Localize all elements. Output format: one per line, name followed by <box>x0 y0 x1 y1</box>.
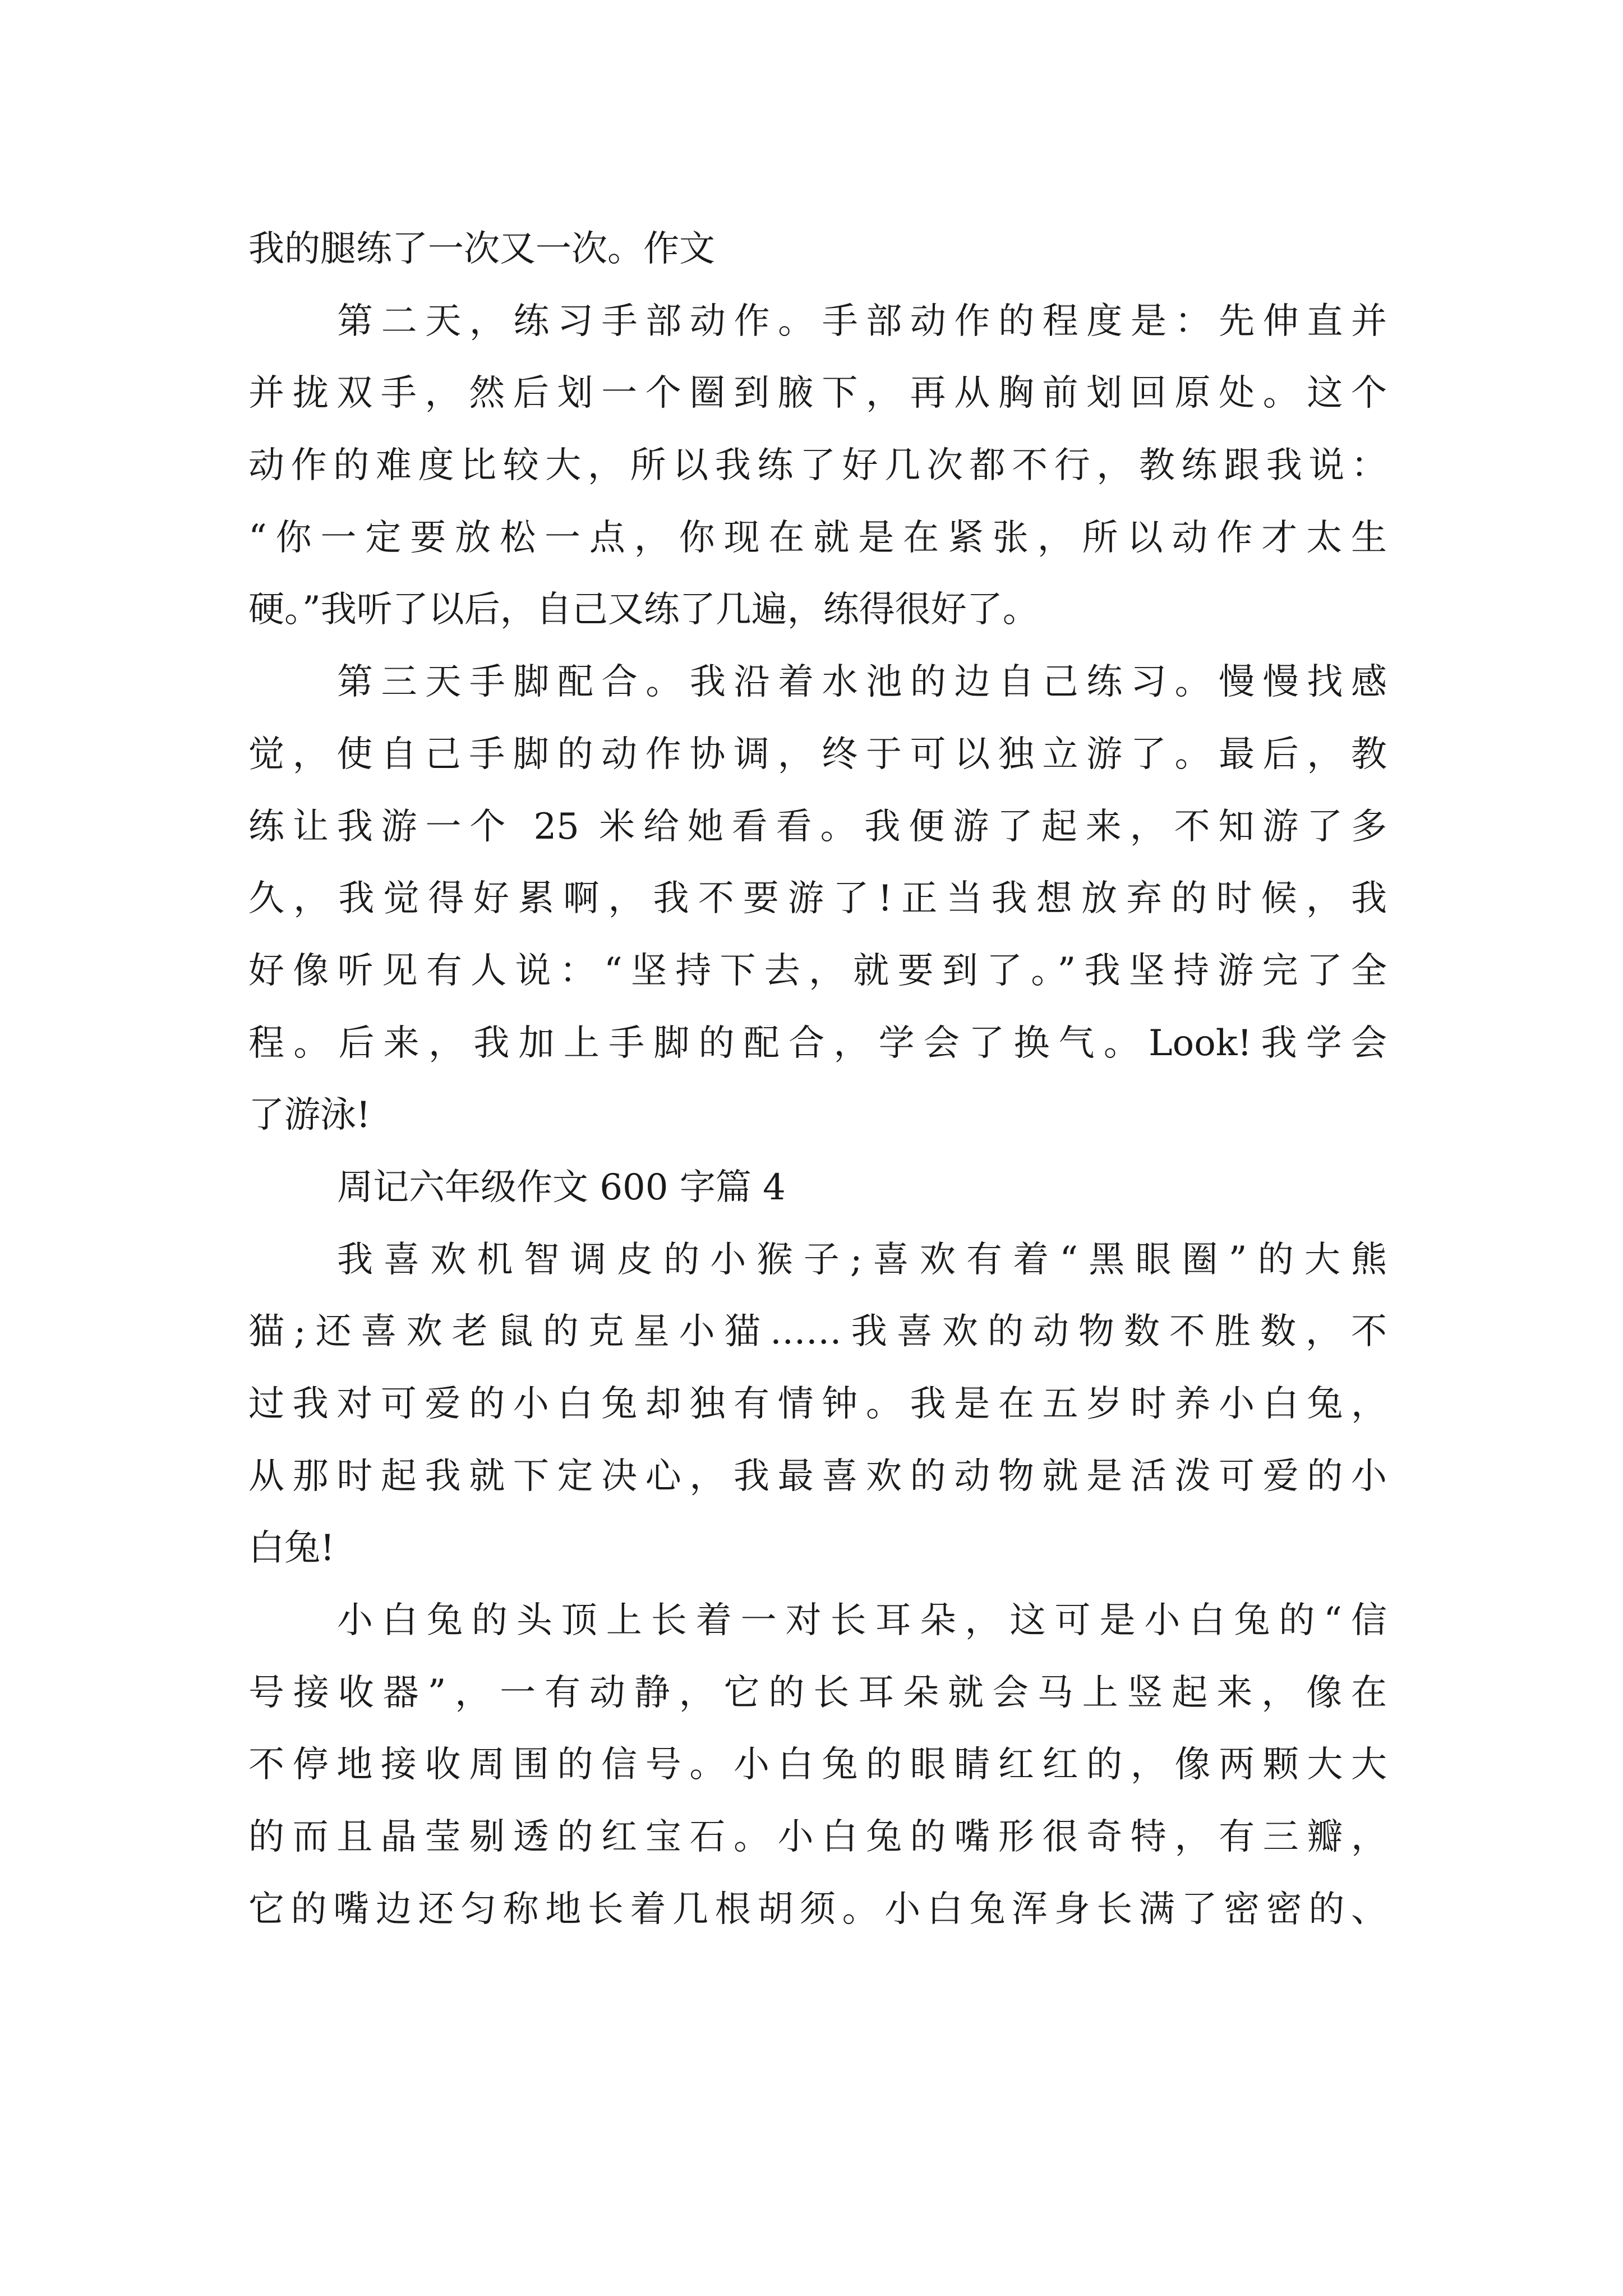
document-page <box>248 213 1387 1946</box>
text-line: 动作的难度比较大，所以我练了好几次都不行，教练跟我说： <box>248 445 1387 487</box>
text-line: “你一定要放松一点，你现在就是在紧张，所以动作才太生 <box>248 517 1387 559</box>
text-line: 过我对可爱的小白兔却独有情钟。我是在五岁时养小白兔， <box>248 1383 1387 1425</box>
text-line: 了游泳! <box>248 1094 371 1137</box>
text-line: 练让我游一个 25 米给她看看。我便游了起来，不知游了多 <box>248 806 1387 848</box>
text-line: 久，我觉得好累啊，我不要游了!正当我想放弃的时候，我 <box>248 878 1387 920</box>
text-line: 我喜欢机智调皮的小猴子;喜欢有着“黑眼圈”的大熊 <box>337 1239 1387 1281</box>
text-line: 猫;还喜欢老鼠的克星小猫……我喜欢的动物数不胜数，不 <box>248 1311 1387 1353</box>
text-line: 从那时起我就下定决心，我最喜欢的动物就是活泼可爱的小 <box>248 1455 1387 1497</box>
text-line: 小白兔的头顶上长着一对长耳朵，这可是小白兔的“信 <box>337 1600 1387 1642</box>
text-line: 觉，使自己手脚的动作协调，终于可以独立游了。最后，教 <box>248 733 1387 775</box>
text-line: 我的腿练了一次又一次。作文 <box>248 228 715 270</box>
text-line: 的而且晶莹剔透的红宝石。小白兔的嘴形很奇特，有三瓣， <box>248 1816 1387 1858</box>
text-line: 它的嘴边还匀称地长着几根胡须。小白兔浑身长满了密密的、 <box>248 1888 1387 1930</box>
text-line: 白兔! <box>248 1527 335 1570</box>
text-line: 周记六年级作文 600 字篇 4 <box>337 1166 786 1208</box>
text-line: 不停地接收周围的信号。小白兔的眼睛红红的，像两颗大大 <box>248 1744 1387 1786</box>
text-line: 第二天，练习手部动作。手部动作的程度是：先伸直并 <box>337 300 1387 342</box>
text-line: 第三天手脚配合。我沿着水池的边自己练习。慢慢找感 <box>337 661 1387 703</box>
text-line: 硬。”我听了以后，自己又练了几遍，练得很好了。 <box>248 589 1039 631</box>
text-line: 号接收器”，一有动静，它的长耳朵就会马上竖起来，像在 <box>248 1672 1387 1714</box>
text-line: 并拢双手，然后划一个圈到腋下，再从胸前划回原处。这个 <box>248 372 1387 415</box>
text-line: 程。后来，我加上手脚的配合，学会了换气。Look!我学会 <box>248 1022 1387 1064</box>
text-line: 好像听见有人说：“坚持下去，就要到了。”我坚持游完了全 <box>248 950 1387 992</box>
